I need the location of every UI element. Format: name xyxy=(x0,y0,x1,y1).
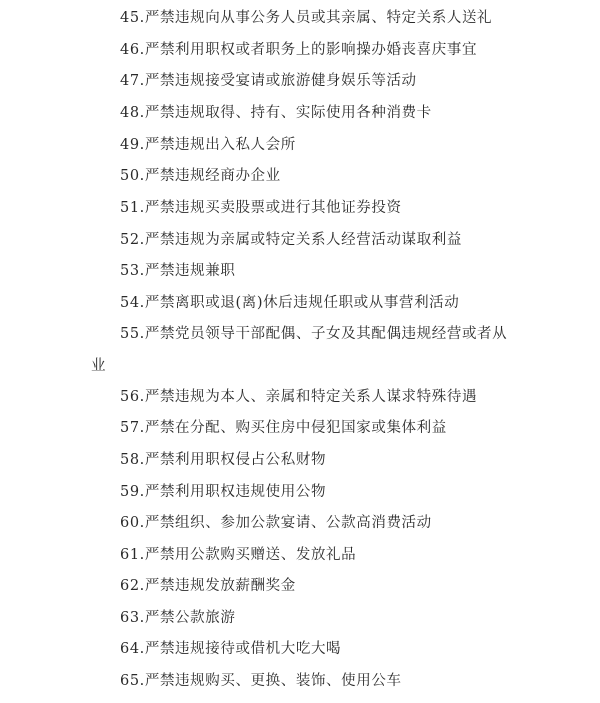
list-item: 55.严禁党员领导干部配偶、子女及其配偶违规经营或者从 xyxy=(120,326,508,342)
list-item: 48.严禁违规取得、持有、实际使用各种消费卡 xyxy=(120,105,432,121)
list-item-continuation: 业 xyxy=(91,358,107,374)
list-item: 65.严禁违规购买、更换、装饰、使用公车 xyxy=(120,673,402,689)
list-item: 59.严禁利用职权违规使用公物 xyxy=(120,484,327,500)
list-item: 58.严禁利用职权侵占公私财物 xyxy=(120,452,327,468)
list-item: 64.严禁违规接待或借机大吃大喝 xyxy=(120,641,342,657)
list-item: 46.严禁利用职权或者职务上的影响操办婚丧喜庆事宜 xyxy=(120,42,478,58)
list-item: 45.严禁违规向从事公务人员或其亲属、特定关系人送礼 xyxy=(120,10,493,26)
list-item: 52.严禁违规为亲属或特定关系人经营活动谋取利益 xyxy=(120,232,462,248)
list-item: 47.严禁违规接受宴请或旅游健身娱乐等活动 xyxy=(120,73,417,89)
list-item: 56.严禁违规为本人、亲属和特定关系人谋求特殊待遇 xyxy=(120,389,478,405)
list-item: 60.严禁组织、参加公款宴请、公款高消费活动 xyxy=(120,515,432,531)
list-item: 61.严禁用公款购买赠送、发放礼品 xyxy=(120,547,357,563)
list-item: 51.严禁违规买卖股票或进行其他证券投资 xyxy=(120,200,402,216)
list-item: 62.严禁违规发放薪酬奖金 xyxy=(120,578,296,594)
list-item: 57.严禁在分配、购买住房中侵犯国家或集体利益 xyxy=(120,420,447,436)
list-item: 63.严禁公款旅游 xyxy=(120,610,236,626)
list-item: 53.严禁违规兼职 xyxy=(120,263,236,279)
list-item: 50.严禁违规经商办企业 xyxy=(120,168,281,184)
list-item: 54.严禁离职或退(离)休后违规任职或从事营利活动 xyxy=(120,295,460,311)
list-item: 49.严禁违规出入私人会所 xyxy=(120,137,296,153)
